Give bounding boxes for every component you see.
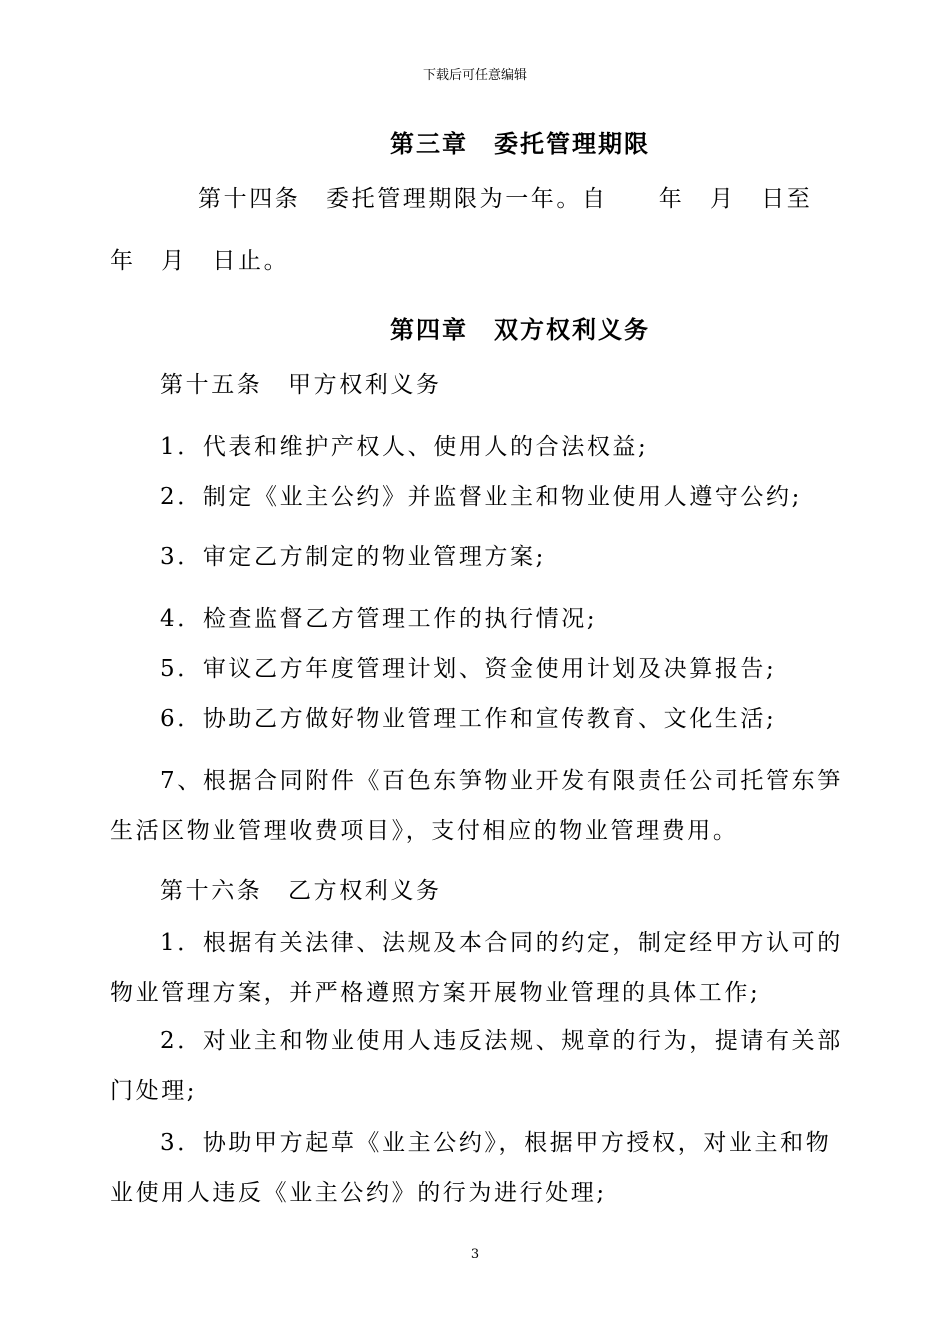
article-16-item-2-line-1: 2．对业主和物业使用人违反法规、规章的行为，提请有关部	[160, 1028, 843, 1054]
article-16-item-3-line-1: 3．协助甲方起草《业主公约》，根据甲方授权，对业主和物	[160, 1130, 832, 1156]
article-15-item-2: 2．制定《业主公约》并监督业主和物业使用人遵守公约;	[160, 484, 802, 510]
article-15-item-4: 4．检查监督乙方管理工作的执行情况;	[160, 606, 598, 632]
chapter-3-title: 第三章 委托管理期限	[390, 129, 650, 158]
article-14-line-1: 第十四条 委托管理期限为一年。自 年 月 日至	[198, 186, 813, 212]
article-15-item-3: 3．审定乙方制定的物业管理方案;	[160, 544, 546, 570]
article-14-line-2: 年 月 日止。	[110, 248, 290, 274]
page-number: 3	[470, 1247, 480, 1262]
chapter-4-title: 第四章 双方权利义务	[390, 315, 650, 344]
article-15-item-5: 5．审议乙方年度管理计划、资金使用计划及决算报告;	[160, 656, 777, 682]
article-15-item-6: 6．协助乙方做好物业管理工作和宣传教育、文化生活;	[160, 706, 777, 732]
page-header: 下载后可任意编辑	[422, 68, 527, 83]
article-16-item-3-line-2: 业使用人违反《业主公约》的行为进行处理;	[110, 1180, 607, 1206]
article-16-item-2-line-2: 门处理;	[110, 1078, 198, 1104]
article-16-title: 第十六条 乙方权利义务	[160, 878, 442, 904]
article-15-item-1: 1．代表和维护产权人、使用人的合法权益;	[160, 434, 649, 460]
article-16-item-1-line-1: 1．根据有关法律、法规及本合同的约定，制定经甲方认可的	[160, 930, 843, 956]
article-15-item-7-line-2: 生活区物业管理收费项目》，支付相应的物业管理费用。	[110, 818, 739, 844]
article-16-item-1-line-2: 物业管理方案，并严格遵照方案开展物业管理的具体工作;	[110, 980, 761, 1006]
article-15-item-7-line-1: 7、根据合同附件《百色东笋物业开发有限责任公司托管东笋	[160, 768, 843, 794]
article-15-title: 第十五条 甲方权利义务	[160, 372, 442, 398]
